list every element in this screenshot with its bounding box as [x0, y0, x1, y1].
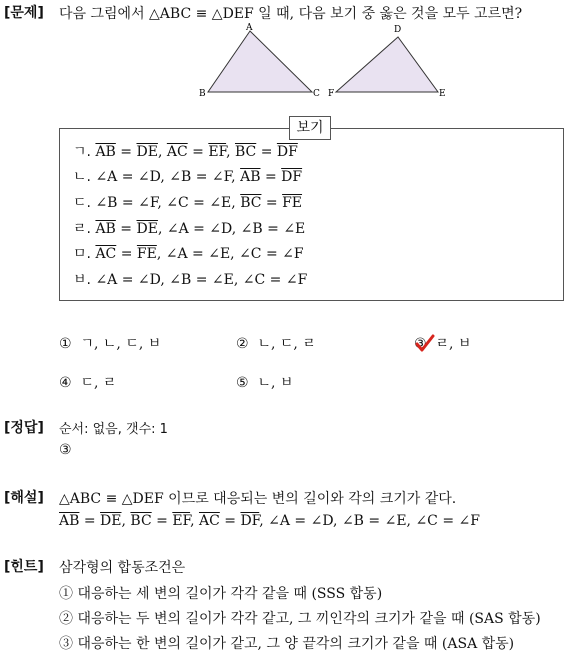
segment-name: $\overline{BC}$ — [240, 195, 262, 211]
choice-1[interactable] — [59, 333, 161, 353]
problem-label: [문제] — [4, 5, 44, 21]
explanation-label: [해설] — [4, 490, 44, 506]
hint-item: ③ 대응하는 한 변의 길이가 같고, 그 양 끝각의 크기가 같을 때 (ASA 합동) — [59, 636, 515, 652]
segment-name: $\overline{FE}$ — [136, 246, 157, 262]
segment-name: $\overline{DF}$ — [276, 144, 298, 160]
choice-3-number: ③ — [414, 336, 427, 352]
math-text: ∠B = ∠F, ∠C = ∠E, — [95, 195, 241, 211]
segment-name: $\overline{AB}$ — [95, 221, 116, 237]
triangle-figure — [195, 22, 455, 102]
vertex-d: D — [394, 25, 402, 35]
problem-text: 다음 그림에서 △ABC ≡ △DEF 일 때, 다음 보기 중 옳은 것을 모두 고르면? — [59, 6, 523, 22]
segment-name: $\overline{BC}$ — [130, 513, 152, 529]
math-text: , — [121, 513, 131, 529]
math-text: = — [115, 144, 137, 160]
math-text: ∠A = ∠D, ∠B = ∠F, — [95, 169, 241, 185]
hint-title: 삼각형의 합동조건은 — [59, 560, 186, 576]
segment-name: $\overline{AC}$ — [166, 144, 188, 160]
vertex-e: E — [439, 89, 446, 99]
math-text: = — [256, 144, 277, 160]
segment-name: $\overline{AB}$ — [59, 513, 80, 529]
explanation-line-2 — [59, 513, 480, 529]
segment-name: $\overline{AB}$ — [95, 144, 116, 160]
math-text: = — [79, 513, 101, 529]
math-text: , ∠A = ∠D, ∠B = ∠E — [157, 221, 306, 237]
explanation-line-1: △ABC ≡ △DEF 이므로 대응되는 변의 길이와 각의 크기가 같다. — [59, 491, 457, 507]
hint-item: ① 대응하는 세 변의 길이가 각각 같을 때 (SSS 합동) — [59, 586, 383, 602]
math-text: = — [151, 513, 173, 529]
math-text: = — [219, 513, 241, 529]
math-text: , ∠A = ∠D, ∠B = ∠E, ∠C = ∠F — [259, 513, 480, 529]
segment-name: $\overline{AC}$ — [198, 513, 220, 529]
statement-row — [73, 269, 307, 289]
segment-name: $\overline{FE}$ — [282, 195, 303, 211]
statement-mark: ㅂ. — [73, 272, 96, 288]
segment-name: $\overline{DF}$ — [240, 513, 260, 529]
math-text: = — [260, 169, 282, 185]
statement-mark: ㅁ. — [73, 246, 96, 262]
hint-label: [힌트] — [4, 559, 44, 575]
math-text: = — [116, 246, 137, 262]
statement-mark: ㄴ. — [73, 169, 96, 185]
segment-name: $\overline{DF}$ — [281, 169, 303, 185]
vertex-f: F — [328, 89, 335, 99]
triangle-abc — [208, 31, 312, 92]
vertex-c: C — [313, 89, 320, 99]
math-text: , — [157, 144, 167, 160]
choice-4-text: ㄷ, ㄹ — [80, 375, 117, 391]
choice-2-text: ㄴ, ㄷ, ㄹ — [257, 336, 316, 352]
answer-label: [정답] — [4, 420, 44, 436]
segment-name: $\overline{DE}$ — [136, 221, 158, 237]
triangle-def — [336, 37, 438, 92]
segment-name: $\overline{DE}$ — [100, 513, 122, 529]
bogi-label: 보기 — [289, 116, 331, 140]
choice-1-text: ㄱ, ㄴ, ㄷ, ㅂ — [80, 336, 162, 352]
math-text: ∠A = ∠D, ∠B = ∠E, ∠C = ∠F — [95, 272, 308, 288]
choice-1-number: ① — [59, 336, 72, 352]
statement-mark: ㄹ. — [73, 221, 96, 237]
answer-value: ③ — [59, 442, 72, 458]
statement-row — [73, 243, 304, 263]
segment-name: $\overline{EF}$ — [172, 513, 191, 529]
math-text: , ∠A = ∠E, ∠C = ∠F — [156, 246, 304, 262]
choice-2[interactable] — [236, 333, 316, 353]
segment-name: $\overline{AB}$ — [240, 169, 261, 185]
statement-mark: ㄷ. — [73, 195, 96, 211]
choice-5[interactable] — [236, 372, 293, 392]
segment-name: $\overline{DE}$ — [136, 144, 158, 160]
statement-row — [73, 141, 298, 161]
statement-row — [73, 166, 302, 186]
segment-name: $\overline{AC}$ — [95, 246, 117, 262]
choice-5-number: ⑤ — [236, 375, 249, 391]
segment-name: $\overline{BC}$ — [234, 144, 257, 160]
checkmark-icon — [415, 334, 435, 354]
answer-meta: 순서: 없음, 갯수: 1 — [59, 422, 168, 437]
math-text: = — [261, 195, 283, 211]
math-text: = — [115, 221, 137, 237]
choice-3-text: ㄹ, ㅂ — [435, 336, 472, 352]
math-text: = — [187, 144, 209, 160]
choice-4-number: ④ — [59, 375, 72, 391]
math-text: , — [190, 513, 199, 529]
choice-2-number: ② — [236, 336, 249, 352]
choice-3[interactable] — [414, 333, 471, 353]
statement-row — [73, 192, 302, 212]
vertex-b: B — [199, 89, 206, 99]
statement-mark: ㄱ. — [73, 144, 96, 160]
hint-item: ② 대응하는 두 변의 길이가 각각 같고, 그 끼인각의 크기가 같을 때 (SAS 합동) — [59, 611, 541, 627]
statement-row — [73, 218, 305, 238]
segment-name: $\overline{EF}$ — [208, 144, 227, 160]
vertex-a: A — [246, 23, 253, 33]
choice-5-text: ㄴ, ㅂ — [257, 375, 294, 391]
math-text: , — [226, 144, 235, 160]
choice-4[interactable] — [59, 372, 116, 392]
